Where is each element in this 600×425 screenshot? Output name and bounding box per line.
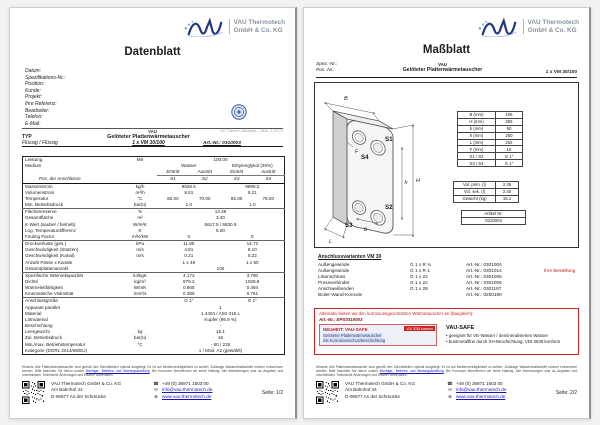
- table-cell: Außengewinde: [318, 262, 350, 267]
- table-cell: 106: [496, 112, 523, 119]
- table-cell: 13.49: [157, 209, 285, 216]
- qr-code: [22, 381, 45, 404]
- footer-street: Am Bahnhof 44: [345, 387, 377, 393]
- table-row: [458, 118, 523, 125]
- datenblatt-page: [9, 7, 297, 419]
- table-cell: Eintritt: [157, 169, 189, 176]
- table-cell: L (mm): [458, 139, 496, 146]
- table-cell: G 1 x 22: [410, 274, 428, 279]
- model-designation: 1 x VM 30/100: [545, 69, 577, 75]
- table-cell: 1 / Mod. A2 (gewählt): [198, 347, 243, 353]
- footer-city: D-06577 An der Schmücke: [345, 393, 400, 399]
- table-cell: kg/h: [123, 183, 157, 190]
- table-cell: 15.1: [216, 329, 225, 335]
- vdi-ribbon: VDI 3035 konform: [406, 326, 433, 331]
- heat-exchanger-isometric-drawing: [317, 85, 455, 245]
- table-cell: Min. Betriebsdruck: [25, 202, 64, 208]
- table-cell: 0310003: [462, 217, 526, 224]
- table-cell: 0.21: [184, 253, 194, 259]
- table-cell: Spezifische Wärmekapazität: [23, 272, 124, 279]
- vau-logo: [477, 16, 579, 37]
- table-cell: 8.61: [184, 189, 194, 195]
- hint-link[interactable]: Montage-, Betriebs- und Wartungsanleitung: [85, 369, 150, 374]
- form-field-label: Projekt:: [25, 94, 42, 101]
- table-cell: Zul. Betriebsdruck: [25, 335, 63, 341]
- email-link[interactable]: info@vau-thermotech.de: [456, 387, 507, 393]
- table-cell: m/s: [136, 253, 144, 259]
- table-cell: [123, 266, 157, 273]
- table-cell: Austritt: [253, 169, 285, 176]
- table-cell: Lötanschluss: [318, 274, 346, 279]
- footer-street: Am Bahnhof 44: [51, 387, 83, 393]
- website-link[interactable]: www.vau-thermotech.de: [162, 393, 212, 399]
- table-cell: bar(ü): [133, 335, 147, 341]
- datasheet-table: [22, 156, 285, 355]
- form-field-label: E-Mail:: [25, 120, 41, 127]
- table-cell: Kinematische Viskosität: [25, 291, 74, 297]
- table-cell: 0.761: [246, 291, 259, 297]
- table-row: [458, 112, 523, 119]
- table-cell: 1.4404 / AISI 316 L: [200, 310, 241, 316]
- table-cell: G 1": [157, 298, 221, 305]
- volume-weight-table: [453, 181, 519, 203]
- company-name: VAU Thermotech GmbH & Co. KG: [229, 19, 285, 34]
- table-cell: kW: [136, 157, 144, 162]
- table-cell: kPa: [123, 241, 157, 248]
- model-designation: 1 x VM 30/100: [132, 140, 165, 146]
- contact-block: [447, 381, 506, 400]
- table-cell: Fouling Factor: [25, 233, 55, 239]
- table-cell: [23, 169, 124, 176]
- table-cell: Vol. sek. (l): [454, 188, 496, 195]
- page-footer: [22, 381, 283, 404]
- table-cell: Art.-Nr.: 0301187: [466, 286, 502, 291]
- approval-seal-icon: [231, 104, 247, 120]
- table-cell: [123, 176, 157, 183]
- table-cell: G 1 x R ¾: [410, 262, 432, 267]
- table-row: [23, 272, 285, 279]
- vau-logo: [183, 16, 285, 37]
- table-cell: 0.665: [183, 285, 195, 291]
- table-row: [458, 139, 523, 146]
- table-cell: [123, 169, 157, 176]
- table-row: [458, 160, 523, 167]
- table-cell: Außengewinde: [318, 268, 350, 273]
- table-cell: Artikel Nr.: [462, 211, 526, 218]
- form-field-label: Kunde:: [25, 87, 41, 94]
- form-field-label: Position:: [25, 81, 45, 88]
- table-cell: Leistung: [25, 157, 43, 162]
- page-number: Seite: 2/2: [555, 389, 577, 396]
- table-row: [458, 153, 523, 160]
- table-cell: Art.-Nr.: 0301006: [466, 280, 502, 285]
- form-field-label: Ihre Referenz:: [25, 100, 57, 107]
- table-row: [454, 195, 519, 202]
- alternative-article-number: Art.-Nr.: EPS0310003: [319, 316, 363, 322]
- phone-icon: ☎: [447, 381, 453, 386]
- table-cell: 0: [251, 233, 254, 239]
- footer-company: VAU Thermotech GmbH & Co. KG: [51, 381, 122, 386]
- table-cell: Art.-Nr.: 0301004: [466, 262, 502, 267]
- svg-text:B: B: [344, 96, 348, 102]
- table-cell: Geschwindigkeit (Stutzen): [25, 247, 79, 253]
- hint-text-post: . Bei Korrosion übernehmen wir keine Haftung. Alle Abmessungen sind ca.-Angaben und unverbindlich. Technische Änderungen und Irrtümer vorbehalten.: [316, 369, 577, 378]
- form-field-label: Bearbeiter:: [25, 107, 50, 114]
- svg-text:h: h: [404, 180, 408, 186]
- email-link[interactable]: info@vau-thermotech.de: [162, 387, 213, 393]
- table-cell: 16: [217, 335, 224, 341]
- table-cell: Temperatur: [25, 195, 49, 201]
- article-number: Art.-Nr.: 0310003: [203, 141, 241, 146]
- hint-text: Hinweis: Alle Plattenwärmetauscher sind gemäß den Schnittstellen optimal ausgelegt. Es ist auf Medienverträglichkeit zu achten. Zulässige Wasserinhaltsstoffe können entnommen werden. Bitte beachten Sie hierzu unsere: [22, 365, 283, 374]
- phone-number: +49 (0) 36871 1603 00: [162, 381, 209, 386]
- table-cell: [410, 292, 466, 298]
- header-center-brand: VAU: [148, 129, 157, 134]
- table-cell: Geschwindigkeit (Kanal): [25, 253, 75, 259]
- table-cell: 5.10: [247, 247, 257, 253]
- massblatt-header: [316, 62, 577, 78]
- table-cell: K-Wert (sauber / betrieb): [25, 221, 76, 227]
- connection-variants-table: [318, 262, 575, 298]
- table-cell: Art.-Nr.: 0301014: [466, 268, 502, 273]
- table-cell: 262: [496, 139, 523, 146]
- vau-safe-details: [446, 324, 560, 346]
- table-row: [23, 202, 285, 209]
- dimension-table: [457, 111, 523, 167]
- table-cell: Apparate parallel: [25, 304, 60, 310]
- table-cell: Ihre Bestellung: [544, 268, 576, 273]
- hint-link[interactable]: Montage-, Betriebs- und Wartungsanleitung: [379, 369, 444, 374]
- connection-variants: [318, 254, 575, 298]
- svg-text:S2: S2: [385, 204, 393, 211]
- page-title: Datenblatt: [124, 46, 181, 58]
- datasheet-header: [22, 128, 283, 147]
- product-name: Gelöteter Plattenwärmetauscher: [402, 67, 483, 73]
- form-field-label: Spezifikations-Nr.:: [25, 74, 66, 81]
- table-cell: 75.00: [262, 195, 275, 201]
- table-cell: Pressverbinder: [318, 280, 350, 285]
- table-row: [23, 183, 285, 190]
- globe-icon: ⊕: [154, 393, 158, 399]
- table-row: [458, 132, 523, 139]
- table-cell: Eintritt: [221, 169, 253, 176]
- vau-logo-mark: [183, 16, 225, 37]
- vau-safe-badge: [319, 324, 437, 346]
- table-cell: S4: [265, 176, 272, 182]
- mail-icon: ✉: [448, 387, 452, 393]
- address-block: [51, 381, 147, 400]
- table-cell: 70.00: [198, 195, 211, 201]
- mail-icon: ✉: [154, 387, 158, 393]
- table-cell: [123, 348, 157, 355]
- table-cell: Kupfer (99.9 %): [204, 316, 237, 322]
- header-center-brand: VAU: [438, 62, 447, 67]
- table-cell: [544, 292, 575, 298]
- table-cell: 4.172: [157, 272, 221, 279]
- table-cell: 4.81: [184, 247, 194, 253]
- phone-icon: ☎: [153, 381, 159, 386]
- table-cell: 1.0: [185, 202, 192, 208]
- table-cell: 80.00: [167, 195, 179, 201]
- table-cell: [123, 298, 157, 305]
- table-cell: 250: [496, 132, 523, 139]
- table-cell: 2.35: [496, 182, 519, 189]
- footer-city: D-06577 An der Schmücke: [51, 393, 106, 399]
- product-name: Gelöteter Plattenwärmetauscher: [107, 134, 190, 140]
- table-cell: Beschichtung: [25, 323, 53, 329]
- table-cell: Massenstrom: [23, 183, 124, 190]
- qr-code: [316, 381, 339, 404]
- inquiry-form-fields: [25, 68, 65, 127]
- table-cell: Wasser: [181, 163, 197, 169]
- table-cell: b (mm): [458, 125, 496, 132]
- table-row: [23, 266, 285, 273]
- table-cell: m²: [137, 215, 143, 221]
- table-cell: mm²/s: [133, 291, 147, 297]
- table-cell: 1 x 50: [246, 259, 259, 265]
- table-cell: G 1": [496, 153, 523, 160]
- table-row: [23, 209, 285, 216]
- table-cell: 0: [187, 233, 191, 239]
- table-cell: h (mm): [458, 132, 496, 139]
- svg-text:L: L: [329, 239, 333, 245]
- svg-text:H: H: [416, 178, 420, 184]
- table-cell: Volumenstrom: [25, 189, 55, 195]
- vau-safe-box: [314, 308, 579, 355]
- table-cell: Art.-Nr.: 0301005: [466, 274, 502, 279]
- table-cell: Leergewicht: [25, 329, 50, 335]
- table-cell: bar(ü): [133, 202, 147, 208]
- table-cell: Kategorie (DGRL 2014/68/EU): [25, 347, 88, 353]
- table-cell: S3 / S4: [458, 160, 496, 167]
- table-cell: 0.22: [247, 253, 257, 259]
- table-cell: 0.389: [183, 291, 195, 297]
- legal-hint: [22, 365, 283, 377]
- form-field-label: Telefon:: [25, 114, 43, 121]
- table-row: [23, 348, 285, 355]
- table-cell: Min./max. Betriebstemperatur: [25, 341, 86, 347]
- vau-safe-heading: VAU-SAFE: [446, 325, 475, 332]
- table-cell: Ethylenglykol (30%): [232, 163, 273, 169]
- table-row: [23, 176, 285, 183]
- table-cell: 8628.5: [157, 183, 221, 190]
- table-cell: B (mm): [458, 112, 496, 119]
- table-row: [454, 182, 519, 189]
- table-cell: Lötmaterial: [25, 316, 48, 322]
- table-row: [23, 169, 285, 176]
- table-cell: °C: [137, 195, 143, 201]
- table-cell: Wärmeleitfähigkeit: [25, 285, 63, 291]
- table-cell: kg: [137, 329, 143, 335]
- table-cell: Anschweißenden: [318, 286, 354, 291]
- table-cell: Art.-Nr.: 0250190: [466, 292, 502, 297]
- table-cell: H (mm): [458, 118, 496, 125]
- table-cell: kg/m³: [134, 278, 146, 284]
- phone-number: +49 (0) 36871 1603 00: [456, 381, 503, 386]
- table-row: [23, 298, 285, 305]
- table-cell: 9698.2: [221, 183, 285, 190]
- contact-block: [153, 381, 212, 400]
- table-row: [23, 234, 285, 241]
- svg-text:F: F: [355, 149, 359, 155]
- badge-title: NEUHEIT: VAU-SAFE: [323, 327, 368, 333]
- table-cell: G 1": [496, 160, 523, 167]
- table-cell: 100: [216, 265, 225, 271]
- table-cell: 306: [496, 118, 523, 125]
- svg-text:b: b: [364, 227, 368, 233]
- table-cell: 0.494: [246, 285, 259, 291]
- footer-company: VAU Thermotech GmbH & Co. KG: [345, 381, 416, 386]
- address-block: [345, 381, 441, 400]
- page-number: Seite: 1/2: [261, 389, 283, 396]
- article-number-table: [461, 210, 526, 225]
- table-cell: Austritt: [189, 169, 221, 176]
- vau-safe-bullet: • buntmetallfrei durch SH-Beschichtung, VDI 3035 konform: [446, 339, 560, 345]
- table-cell: kJ/kgK: [123, 272, 157, 279]
- table-cell: Vol. prim. (l): [454, 182, 496, 189]
- hint-text-post: . Bei Korrosion übernehmen wir keine Haftung. Alle Abmessungen sind ca.-Angaben und unverbindlich. Technische Änderungen und Irrtümer vorbehalten.: [22, 369, 283, 378]
- table-row: [458, 146, 523, 153]
- table-cell: S3: [233, 176, 240, 182]
- table-cell: - 60 / 225: [210, 341, 231, 347]
- table-cell: 9.21: [247, 189, 257, 195]
- table-cell: Flächenreserve: [23, 209, 124, 216]
- table-cell: 1 x 49: [182, 259, 196, 265]
- table-cell: G 1": [221, 298, 285, 305]
- table-cell: 11.85: [157, 241, 221, 248]
- table-cell: Anzahl Pässe x Kanäle: [25, 259, 73, 265]
- company-name: VAU Thermotech GmbH & Co. KG: [523, 19, 579, 34]
- table-cell: Dichte: [25, 278, 39, 284]
- svg-text:S3: S3: [345, 222, 353, 229]
- table-cell: S2: [201, 176, 208, 182]
- table-cell: Material: [25, 310, 42, 316]
- table-cell: 3.790: [221, 272, 285, 279]
- table-cell: W/m²K: [133, 221, 148, 227]
- table-row: [318, 292, 575, 298]
- table-cell: 1028.8: [245, 278, 260, 284]
- table-cell: Gesamtfläche: [25, 215, 54, 221]
- table-cell: m/s: [136, 247, 144, 253]
- table-cell: 1.0: [249, 202, 256, 208]
- table-cell: 15.1: [496, 195, 519, 202]
- connection-variants-title: Anschlussvarianten VM 30: [318, 254, 382, 260]
- table-row: [23, 291, 285, 298]
- table-row: [462, 211, 526, 218]
- table-cell: 6617.5 / 5830.9: [204, 221, 237, 227]
- table-cell: Anschlussgröße: [23, 298, 124, 305]
- table-cell: S1 / S2: [458, 153, 496, 160]
- table-cell: Druckverluste (ges.): [23, 241, 124, 248]
- alternative-intro: Alternativ bieten wir den korrosionsgeschützten Wärmetauscher an (baugleich):: [319, 311, 474, 316]
- table-cell: S1: [170, 176, 176, 182]
- typ-label: TYP: [22, 134, 32, 140]
- massblatt-page: [303, 7, 591, 419]
- table-cell: m³/h: [135, 189, 145, 195]
- badge-line1: Gelöteter Plattenwärmetauscher: [323, 332, 382, 338]
- table-cell: 14.72: [221, 241, 285, 248]
- table-cell: 50: [496, 125, 523, 132]
- software-version: SV Thermo Calculate – Vers. 2.20.21: [220, 129, 283, 133]
- svg-text:S4: S4: [361, 154, 369, 161]
- table-cell: Log. Temperaturdifferenz: [25, 227, 76, 233]
- svg-text:S1: S1: [385, 136, 393, 143]
- legal-hint: [316, 365, 577, 377]
- dimension-drawing-box: [314, 82, 579, 248]
- table-cell: 3.40: [216, 215, 225, 221]
- website-link[interactable]: www.vau-thermotech.de: [456, 393, 506, 399]
- table-row: [462, 217, 526, 224]
- table-cell: 5.00: [216, 227, 225, 233]
- form-field-label: Datum:: [25, 68, 42, 74]
- vau-safe-bullet: • geeignet für VE-Wasser / demineralisiertes Wasser: [446, 333, 560, 339]
- table-cell: G 1 x 22: [410, 280, 428, 285]
- table-row: [23, 241, 285, 248]
- table-cell: %: [123, 209, 157, 216]
- table-cell: -: [219, 323, 222, 329]
- globe-icon: ⊕: [448, 393, 452, 399]
- hint-text: Hinweis: Alle Plattenwärmetauscher sind gemäß den Schnittstellen optimal ausgelegt. Es ist auf Medienverträglichkeit zu achten. Zulässige Wasserinhaltsstoffe können entnommen werden. Bitte beachten Sie hierzu unsere: [316, 365, 577, 374]
- table-cell: 100.00: [213, 157, 228, 162]
- table-row: [458, 125, 523, 132]
- table-cell: G 1 x 28: [410, 286, 428, 291]
- table-cell: W/mK: [133, 285, 147, 291]
- page-title: Maßblatt: [422, 44, 471, 56]
- table-cell: m²K/kW: [131, 233, 149, 239]
- table-cell: 2.40: [496, 188, 519, 195]
- table-cell: K: [138, 227, 142, 233]
- table-row: [454, 188, 519, 195]
- table-cell: Medium: [25, 163, 42, 169]
- table-cell: °C: [137, 341, 143, 347]
- table-cell: Pos. der Anschlüsse: [39, 176, 81, 182]
- fluid-pairing: Flüssig / Flüssig: [22, 140, 58, 146]
- table-cell: G 1 x R 1: [410, 268, 430, 273]
- badge-line2: mit Korrosionsschutzbeschichtung: [323, 337, 386, 343]
- table-cell: 16: [496, 146, 523, 153]
- table-cell: 1: [219, 304, 222, 310]
- table-cell: Boiler-Wand-Konsole: [318, 292, 363, 297]
- table-cell: Gesamtplattenanzahl: [25, 265, 69, 271]
- table-cell: Gewicht (kg): [454, 195, 496, 202]
- vau-logo-mark: [477, 16, 519, 37]
- spec-pos-labels: Spez.-Nr.: Pos.-Nr.:: [316, 62, 338, 74]
- page-footer: [316, 381, 577, 404]
- table-cell: F (mm): [458, 146, 496, 153]
- table-row: [23, 157, 285, 164]
- table-cell: 979.2: [183, 278, 195, 284]
- table-cell: 65.00: [230, 195, 243, 201]
